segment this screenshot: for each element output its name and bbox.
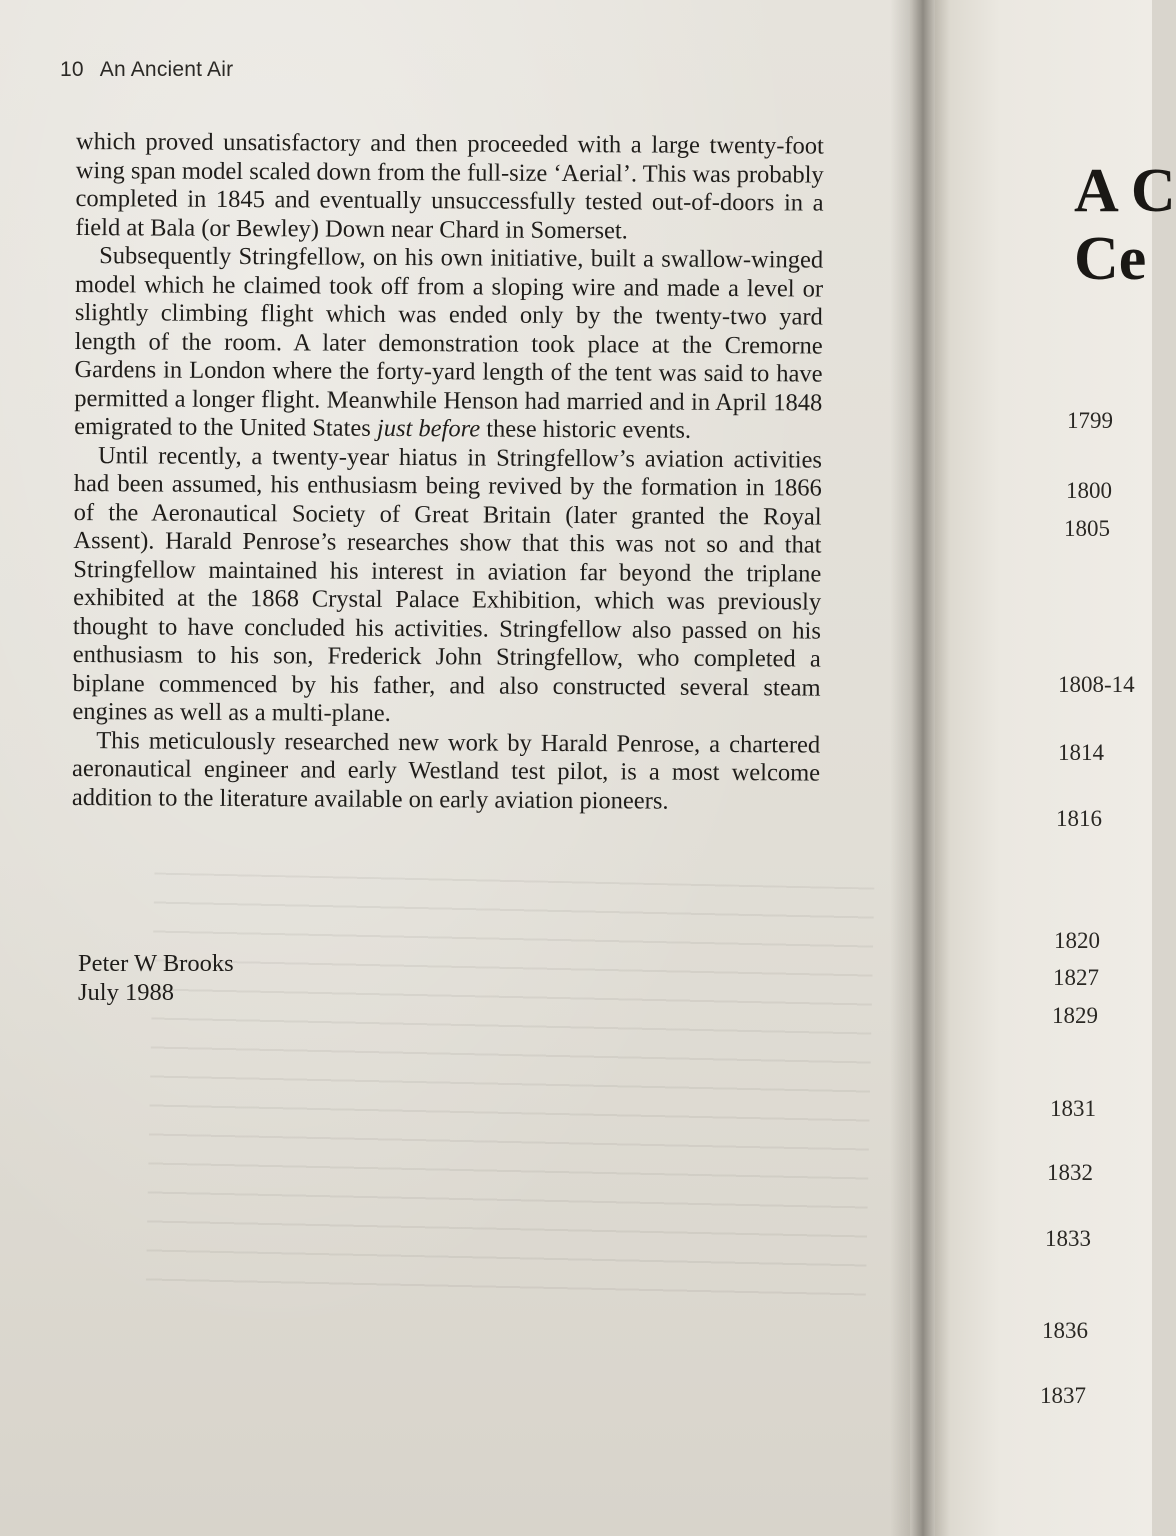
book-gutter — [890, 0, 950, 1536]
paragraph-2-end: these historic events. — [480, 415, 692, 444]
show-through-texture — [146, 873, 875, 1308]
paragraph-1: which proved unsatisfactory and then proceeded with a large twenty-foot wing span model scaled down from the full-size ‘Aerial’. This was probably completed in 1845 and eventually unsuccessfully tested out-of-doors in a field at Bala (or Bewley) Down near Chard in Somerset. — [75, 128, 824, 244]
year-label: 1808-14 — [1058, 672, 1135, 697]
paragraph-4: This meticulously researched new work by Harald Penrose, a chartered aeronautical engineer and early Westland test pilot, is a most welcome addition to the literature available on early aviation pioneers. — [71, 726, 821, 815]
year-label: 1805 — [1064, 516, 1110, 541]
year-label: 1832 — [1047, 1160, 1093, 1185]
year-label: 1814 — [1058, 740, 1104, 765]
year-label: 1816 — [1056, 806, 1102, 831]
year-label: 1799 — [1067, 408, 1113, 433]
paragraph-2-text: Subsequently Stringfellow, on his own initiative, built a swallow-winged model which he claimed took off from a sloping wire and made a level or slightly climbing flight which was ended only by the twenty-two yard length of the room. A later demonstration took place at the Cremorne Gardens in London where the forty-yard length of the tent was said to have permitted a longer flight. Meanwhile Henson had married and in April 1848 emigrated to the United States — [74, 242, 824, 442]
year-label: 1820 — [1054, 928, 1100, 953]
paragraph-2 — [74, 242, 823, 446]
year-label: 1836 — [1042, 1318, 1088, 1343]
running-head — [60, 58, 233, 82]
signature-date: July 1988 — [78, 978, 174, 1006]
year-label: 1833 — [1045, 1226, 1091, 1251]
year-label: 1800 — [1066, 478, 1112, 503]
page-number: 10 — [60, 58, 84, 81]
signature-name: Peter W Brooks — [78, 950, 234, 977]
year-label: 1831 — [1050, 1096, 1096, 1121]
running-head-title: An Ancient Air — [99, 58, 234, 81]
paragraph-2-italic: just before — [376, 414, 481, 443]
year-label: 1837 — [1040, 1383, 1086, 1408]
year-label: 1827 — [1053, 965, 1099, 990]
signature — [78, 950, 234, 1007]
chapter-title-line-1: A C — [1074, 157, 1176, 225]
body-text — [72, 128, 824, 817]
chapter-title-line-2: Ce — [1074, 225, 1147, 293]
year-label: 1829 — [1052, 1003, 1098, 1028]
paragraph-3: Until recently, a twenty-year hiatus in Stringfellow’s aviation activities had been assumed, his enthusiasm being revived by the formation in 1866 of the Aeronautical Society of Great Britain (later granted the Royal Assent). Harald Penrose’s researches show that this was not so and that Stringfellow maintained his interest in aviation far beyond the triplane exhibited at the 1868 Crystal Palace Exhibition, which was previously thought to have concluded his activities. Stringfellow also passed on his enthusiasm to his son, Frederick John Stringfellow, who completed a biplane commenced by his father, and also constructed several steam engines as well as a multi-plane. — [72, 441, 823, 727]
